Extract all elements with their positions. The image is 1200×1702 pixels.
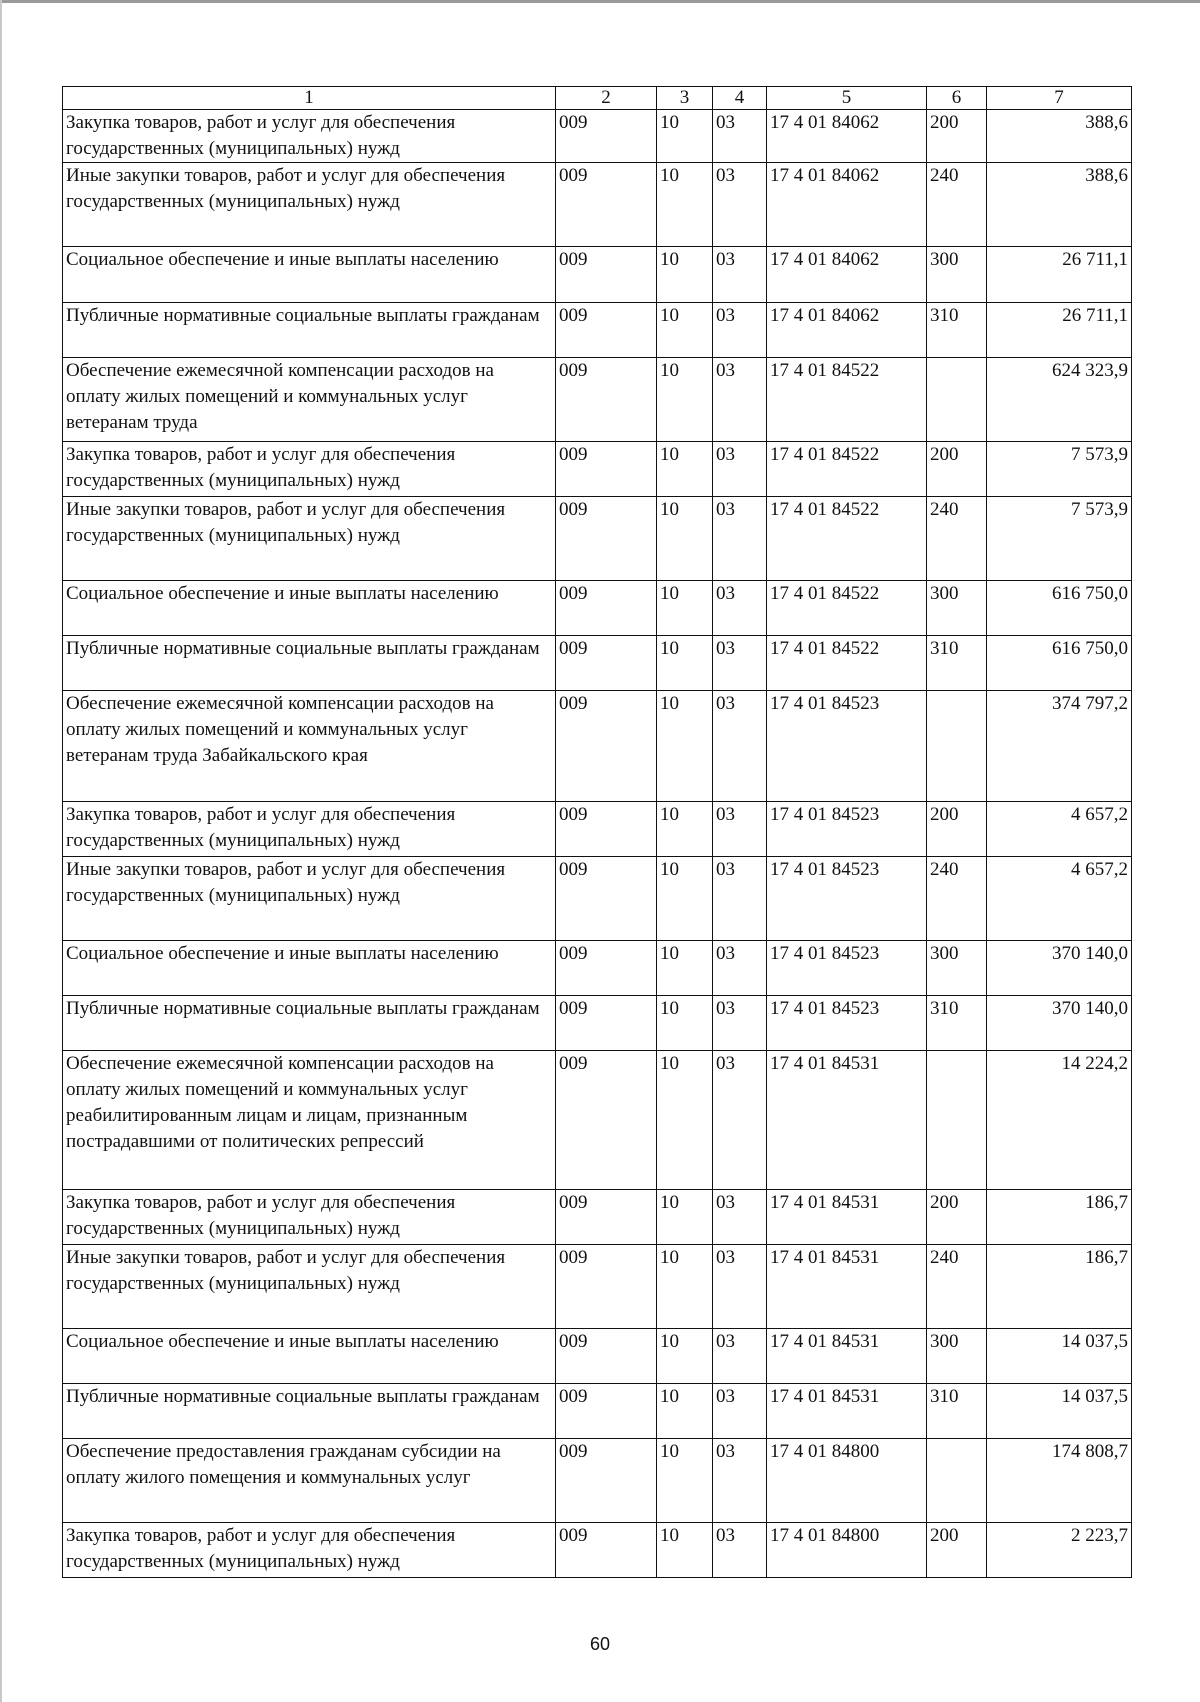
expense-name-cell: Обеспечение ежемесячной компенсации расходов на оплату жилых помещений и коммунальных услуг ветеранам труда xyxy=(63,358,556,442)
code-cell-3: 10 xyxy=(657,941,713,996)
code-cell-2: 009 xyxy=(556,581,657,636)
code-cell-3: 10 xyxy=(657,303,713,358)
code-cell-5: 17 4 01 84800 xyxy=(767,1439,927,1523)
code-cell-3: 10 xyxy=(657,442,713,497)
code-cell-5: 17 4 01 84523 xyxy=(767,941,927,996)
code-cell-5: 17 4 01 84522 xyxy=(767,497,927,581)
code-cell-4: 03 xyxy=(713,1190,767,1245)
code-cell-2: 009 xyxy=(556,358,657,442)
code-cell-3: 10 xyxy=(657,163,713,247)
code-cell-3: 10 xyxy=(657,1329,713,1384)
amount-cell: 174 808,7 xyxy=(987,1439,1132,1523)
code-cell-6: 300 xyxy=(927,1329,987,1384)
code-cell-2: 009 xyxy=(556,636,657,691)
code-cell-2: 009 xyxy=(556,442,657,497)
amount-cell: 370 140,0 xyxy=(987,941,1132,996)
code-cell-3: 10 xyxy=(657,247,713,303)
code-cell-6: 310 xyxy=(927,303,987,358)
code-cell-2: 009 xyxy=(556,802,657,857)
code-cell-2: 009 xyxy=(556,247,657,303)
amount-cell: 616 750,0 xyxy=(987,636,1132,691)
table-row xyxy=(63,802,1132,857)
code-cell-5: 17 4 01 84523 xyxy=(767,802,927,857)
code-cell-2: 009 xyxy=(556,941,657,996)
table-row xyxy=(63,581,1132,636)
column-header-1: 1 xyxy=(63,87,556,110)
amount-cell: 388,6 xyxy=(987,163,1132,247)
page-edge-top xyxy=(0,0,1200,3)
code-cell-4: 03 xyxy=(713,581,767,636)
expense-name-cell: Иные закупки товаров, работ и услуг для обеспечения государственных (муниципальных) нужд xyxy=(63,497,556,581)
table-row xyxy=(63,1329,1132,1384)
code-cell-3: 10 xyxy=(657,1439,713,1523)
code-cell-4: 03 xyxy=(713,691,767,802)
code-cell-6: 200 xyxy=(927,1190,987,1245)
code-cell-2: 009 xyxy=(556,163,657,247)
expense-name-cell: Иные закупки товаров, работ и услуг для обеспечения государственных (муниципальных) нужд xyxy=(63,857,556,941)
expense-name-cell: Публичные нормативные социальные выплаты гражданам xyxy=(63,1384,556,1439)
table-row xyxy=(63,1245,1132,1329)
code-cell-2: 009 xyxy=(556,497,657,581)
code-cell-3: 10 xyxy=(657,358,713,442)
column-header-5: 5 xyxy=(767,87,927,110)
expense-name-cell: Публичные нормативные социальные выплаты гражданам xyxy=(63,996,556,1051)
code-cell-6 xyxy=(927,691,987,802)
code-cell-2: 009 xyxy=(556,1245,657,1329)
amount-cell: 388,6 xyxy=(987,110,1132,163)
code-cell-6: 200 xyxy=(927,442,987,497)
code-cell-4: 03 xyxy=(713,1245,767,1329)
code-cell-4: 03 xyxy=(713,1523,767,1578)
amount-cell: 4 657,2 xyxy=(987,857,1132,941)
code-cell-5: 17 4 01 84531 xyxy=(767,1190,927,1245)
code-cell-4: 03 xyxy=(713,247,767,303)
amount-cell: 14 224,2 xyxy=(987,1051,1132,1190)
expense-name-cell: Закупка товаров, работ и услуг для обеспечения государственных (муниципальных) нужд xyxy=(63,1523,556,1578)
code-cell-6: 310 xyxy=(927,996,987,1051)
code-cell-6 xyxy=(927,1439,987,1523)
code-cell-3: 10 xyxy=(657,996,713,1051)
column-header-4: 4 xyxy=(713,87,767,110)
code-cell-4: 03 xyxy=(713,303,767,358)
expense-name-cell: Социальное обеспечение и иные выплаты населению xyxy=(63,941,556,996)
code-cell-6 xyxy=(927,358,987,442)
code-cell-4: 03 xyxy=(713,442,767,497)
code-cell-5: 17 4 01 84522 xyxy=(767,636,927,691)
table-row xyxy=(63,691,1132,802)
code-cell-6: 240 xyxy=(927,163,987,247)
code-cell-5: 17 4 01 84531 xyxy=(767,1329,927,1384)
expense-name-cell: Закупка товаров, работ и услуг для обеспечения государственных (муниципальных) нужд xyxy=(63,442,556,497)
code-cell-5: 17 4 01 84522 xyxy=(767,358,927,442)
table-row xyxy=(63,941,1132,996)
table-row xyxy=(63,303,1132,358)
table-row xyxy=(63,1523,1132,1578)
code-cell-3: 10 xyxy=(657,1051,713,1190)
code-cell-4: 03 xyxy=(713,1329,767,1384)
code-cell-2: 009 xyxy=(556,691,657,802)
code-cell-3: 10 xyxy=(657,497,713,581)
column-header-7: 7 xyxy=(987,87,1132,110)
code-cell-4: 03 xyxy=(713,1384,767,1439)
table-row xyxy=(63,1051,1132,1190)
code-cell-4: 03 xyxy=(713,1051,767,1190)
code-cell-3: 10 xyxy=(657,857,713,941)
expense-name-cell: Закупка товаров, работ и услуг для обеспечения государственных (муниципальных) нужд xyxy=(63,802,556,857)
column-number-header-row xyxy=(63,87,1132,110)
table-row xyxy=(63,163,1132,247)
code-cell-6: 300 xyxy=(927,247,987,303)
code-cell-2: 009 xyxy=(556,110,657,163)
amount-cell: 370 140,0 xyxy=(987,996,1132,1051)
code-cell-6: 310 xyxy=(927,636,987,691)
amount-cell: 186,7 xyxy=(987,1245,1132,1329)
code-cell-4: 03 xyxy=(713,110,767,163)
table-row xyxy=(63,497,1132,581)
expense-name-cell: Социальное обеспечение и иные выплаты населению xyxy=(63,247,556,303)
code-cell-2: 009 xyxy=(556,1523,657,1578)
column-header-3: 3 xyxy=(657,87,713,110)
table-row xyxy=(63,1439,1132,1523)
expense-name-cell: Закупка товаров, работ и услуг для обеспечения государственных (муниципальных) нужд xyxy=(63,1190,556,1245)
code-cell-6: 240 xyxy=(927,1245,987,1329)
page-edge-left xyxy=(0,0,2,1702)
code-cell-5: 17 4 01 84062 xyxy=(767,247,927,303)
column-header-6: 6 xyxy=(927,87,987,110)
code-cell-2: 009 xyxy=(556,1051,657,1190)
amount-cell: 7 573,9 xyxy=(987,442,1132,497)
table-row xyxy=(63,110,1132,163)
expense-name-cell: Публичные нормативные социальные выплаты гражданам xyxy=(63,636,556,691)
table-row xyxy=(63,1384,1132,1439)
expense-name-cell: Обеспечение ежемесячной компенсации расходов на оплату жилых помещений и коммунальных услуг реабилитированным лицам и лицам, признанным пострадавшими от политических репрессий xyxy=(63,1051,556,1190)
budget-table xyxy=(62,86,1132,1578)
code-cell-2: 009 xyxy=(556,303,657,358)
table-row xyxy=(63,857,1132,941)
code-cell-5: 17 4 01 84062 xyxy=(767,110,927,163)
code-cell-3: 10 xyxy=(657,691,713,802)
code-cell-5: 17 4 01 84523 xyxy=(767,691,927,802)
code-cell-5: 17 4 01 84531 xyxy=(767,1384,927,1439)
table-row xyxy=(63,358,1132,442)
code-cell-4: 03 xyxy=(713,636,767,691)
code-cell-4: 03 xyxy=(713,163,767,247)
code-cell-2: 009 xyxy=(556,1384,657,1439)
column-header-2: 2 xyxy=(556,87,657,110)
code-cell-4: 03 xyxy=(713,941,767,996)
table-row xyxy=(63,247,1132,303)
code-cell-5: 17 4 01 84531 xyxy=(767,1245,927,1329)
expense-name-cell: Иные закупки товаров, работ и услуг для обеспечения государственных (муниципальных) нужд xyxy=(63,1245,556,1329)
table-row xyxy=(63,996,1132,1051)
amount-cell: 616 750,0 xyxy=(987,581,1132,636)
code-cell-4: 03 xyxy=(713,857,767,941)
code-cell-5: 17 4 01 84062 xyxy=(767,303,927,358)
code-cell-3: 10 xyxy=(657,110,713,163)
code-cell-6: 200 xyxy=(927,802,987,857)
code-cell-3: 10 xyxy=(657,1523,713,1578)
table-row xyxy=(63,442,1132,497)
code-cell-5: 17 4 01 84523 xyxy=(767,857,927,941)
code-cell-6: 200 xyxy=(927,110,987,163)
code-cell-3: 10 xyxy=(657,636,713,691)
code-cell-2: 009 xyxy=(556,1190,657,1245)
expense-name-cell: Социальное обеспечение и иные выплаты населению xyxy=(63,581,556,636)
code-cell-5: 17 4 01 84522 xyxy=(767,581,927,636)
code-cell-3: 10 xyxy=(657,1245,713,1329)
code-cell-2: 009 xyxy=(556,1439,657,1523)
amount-cell: 26 711,1 xyxy=(987,303,1132,358)
table-row xyxy=(63,1190,1132,1245)
expense-name-cell: Обеспечение предоставления гражданам субсидии на оплату жилого помещения и коммунальных услуг xyxy=(63,1439,556,1523)
expense-name-cell: Социальное обеспечение и иные выплаты населению xyxy=(63,1329,556,1384)
code-cell-4: 03 xyxy=(713,497,767,581)
code-cell-5: 17 4 01 84522 xyxy=(767,442,927,497)
code-cell-4: 03 xyxy=(713,358,767,442)
table-body xyxy=(63,110,1132,1578)
code-cell-3: 10 xyxy=(657,1190,713,1245)
code-cell-4: 03 xyxy=(713,996,767,1051)
amount-cell: 624 323,9 xyxy=(987,358,1132,442)
expense-name-cell: Иные закупки товаров, работ и услуг для обеспечения государственных (муниципальных) нужд xyxy=(63,163,556,247)
code-cell-3: 10 xyxy=(657,581,713,636)
page-number: 60 xyxy=(589,1634,611,1654)
amount-cell: 14 037,5 xyxy=(987,1384,1132,1439)
expense-name-cell: Закупка товаров, работ и услуг для обеспечения государственных (муниципальных) нужд xyxy=(63,110,556,163)
amount-cell: 7 573,9 xyxy=(987,497,1132,581)
amount-cell: 4 657,2 xyxy=(987,802,1132,857)
table-row xyxy=(63,636,1132,691)
code-cell-2: 009 xyxy=(556,857,657,941)
code-cell-6: 200 xyxy=(927,1523,987,1578)
expense-name-cell: Обеспечение ежемесячной компенсации расходов на оплату жилых помещений и коммунальных услуг ветеранам труда Забайкальского края xyxy=(63,691,556,802)
amount-cell: 26 711,1 xyxy=(987,247,1132,303)
code-cell-6: 310 xyxy=(927,1384,987,1439)
code-cell-4: 03 xyxy=(713,802,767,857)
code-cell-5: 17 4 01 84523 xyxy=(767,996,927,1051)
code-cell-6 xyxy=(927,1051,987,1190)
code-cell-6: 300 xyxy=(927,581,987,636)
code-cell-5: 17 4 01 84062 xyxy=(767,163,927,247)
code-cell-6: 300 xyxy=(927,941,987,996)
code-cell-5: 17 4 01 84800 xyxy=(767,1523,927,1578)
amount-cell: 186,7 xyxy=(987,1190,1132,1245)
amount-cell: 2 223,7 xyxy=(987,1523,1132,1578)
code-cell-5: 17 4 01 84531 xyxy=(767,1051,927,1190)
code-cell-2: 009 xyxy=(556,996,657,1051)
expense-name-cell: Публичные нормативные социальные выплаты гражданам xyxy=(63,303,556,358)
code-cell-3: 10 xyxy=(657,1384,713,1439)
code-cell-6: 240 xyxy=(927,857,987,941)
code-cell-2: 009 xyxy=(556,1329,657,1384)
code-cell-6: 240 xyxy=(927,497,987,581)
code-cell-3: 10 xyxy=(657,802,713,857)
code-cell-4: 03 xyxy=(713,1439,767,1523)
amount-cell: 374 797,2 xyxy=(987,691,1132,802)
amount-cell: 14 037,5 xyxy=(987,1329,1132,1384)
